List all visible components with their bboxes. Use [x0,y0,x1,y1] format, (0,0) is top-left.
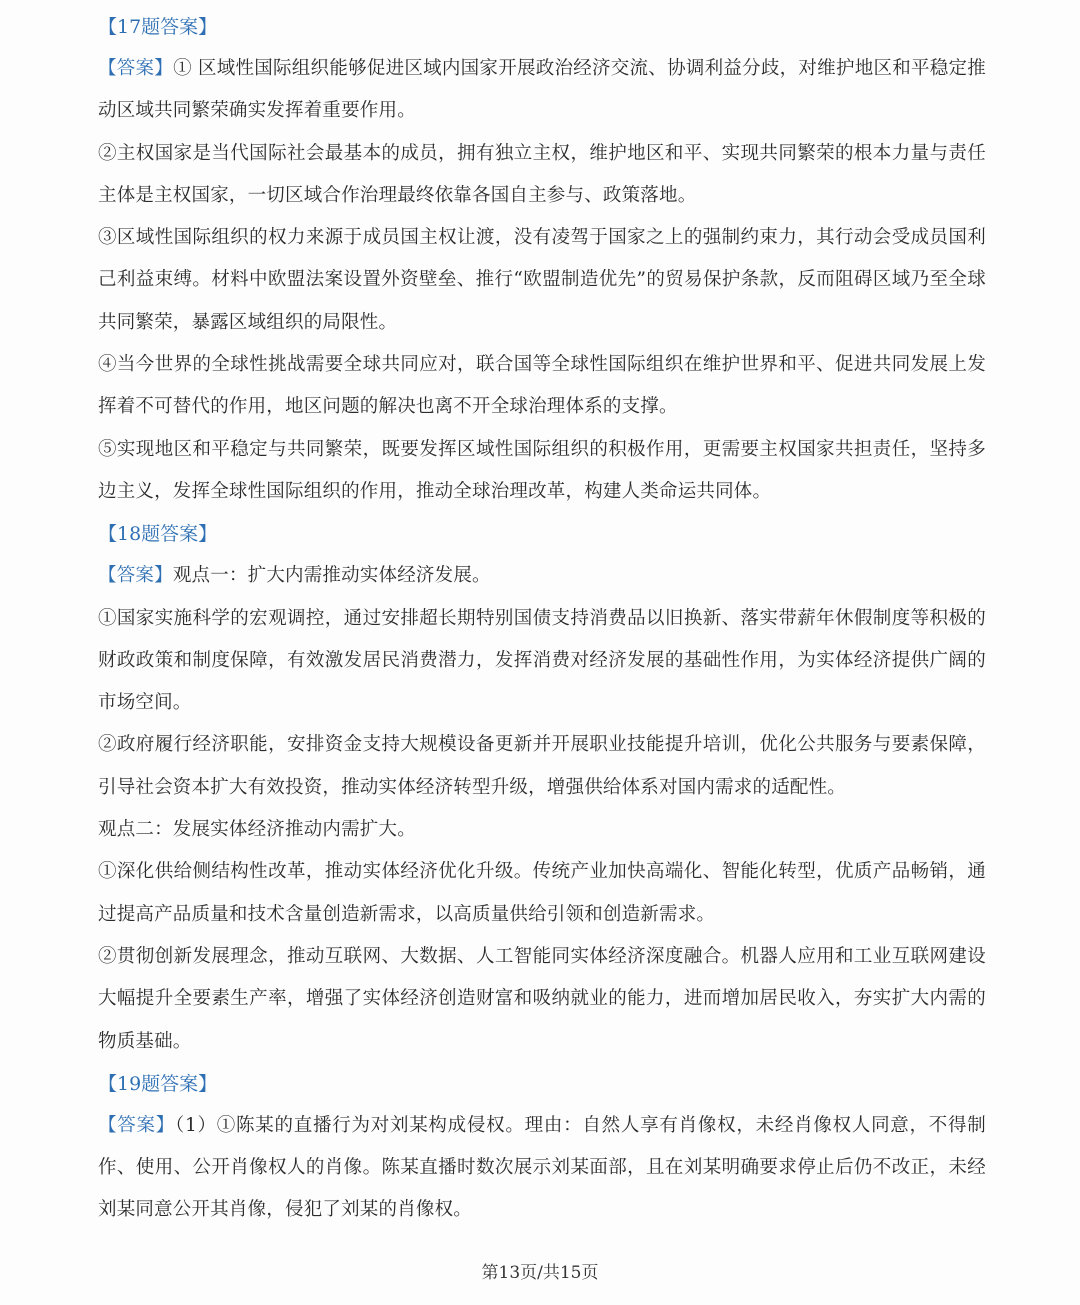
section-heading-19: 【19题答案】 [98,1072,218,1095]
paragraph-text: ①深化供给侧结构性改革，推动实体经济优化升级。传统产业加快高端化、智能化转型，优质产品畅销，通过提高产品质量和技术含量创造新需求，以高质量供给引领和创造新需求。 [98,861,986,925]
answer-tag: 【答案】 [98,1114,175,1136]
answer-paragraph [98,555,986,597]
answer-paragraph [98,851,986,936]
answer-paragraph [98,936,986,1063]
answer-paragraph [98,1105,986,1232]
section-heading-17: 【17题答案】 [98,16,218,38]
paragraph-text: ④当今世界的全球性挑战需要全球共同应对，联合国等全球性国际组织在维护世界和平、促进共同发展上发挥着不可替代的作用，地区问题的解决也离不开全球治理体系的支撑。 [98,354,986,418]
answer-paragraph [98,344,986,429]
answer-paragraph [98,133,986,218]
answer-paragraph [98,598,986,725]
paragraph-text: ⑤实现地区和平稳定与共同繁荣，既要发挥区域性国际组织的积极作用，更需要主权国家共担责任，坚持多边主义，发挥全球性国际组织的作用，推动全球治理改革，构建人类命运共同体。 [98,438,986,502]
paragraph-text: 观点一：扩大内需推动实体经济发展。 [172,565,491,587]
paragraph-text: （1）①陈某的直播行为对刘某构成侵权。理由：自然人享有肖像权，未经肖像权人同意，不得制作、使用、公开肖像权人的肖像。陈某直播时数次展示刘某面部，且在刘某明确要求停止后仍不改正，未经刘某同意公开其肖像，侵犯了刘某的肖像权。 [98,1114,986,1221]
paragraph-text: ②政府履行经济职能，安排资金支持大规模设备更新并开展职业技能提升培训，优化公共服务与要素保障，引导社会资本扩大有效投资，推动实体经济转型升级，增强供给体系对国内需求的适配性。 [98,734,986,798]
answer-tag: 【答案】 [98,58,174,79]
paragraph-text: 观点二：发展实体经济推动内需扩大。 [98,819,416,841]
answer-tag: 【答案】 [98,565,173,587]
answer-paragraph [98,48,986,133]
paragraph-text: ①国家实施科学的宏观调控，通过安排超长期特别国债支持消费品以旧换新、落实带薪年休假制度等积极的财政政策和制度保障，有效激发居民消费潜力，发挥消费对经济发展的基础性作用，为实体经济提供广阔的市场空间。 [98,607,986,714]
document-body [98,6,986,1232]
page-number: 第13页/共15页 [481,1263,599,1283]
answer-paragraph [98,724,986,809]
answer-paragraph [98,429,986,514]
section-heading-18: 【18题答案】 [98,523,218,546]
paragraph-text: ③区域性国际组织的权力来源于成员国主权让渡，没有凌驾于国家之上的强制约束力，其行动会受成员国利己利益束缚。材料中欧盟法案设置外资壁垒、推行“欧盟制造优先”的贸易保护条款，反而阻碍区域乃至全球共同繁荣，暴露区域组织的局限性。 [98,227,986,333]
paragraph-text: ②主权国家是当代国际社会最基本的成员，拥有独立主权，维护地区和平、实现共同繁荣的根本力量与责任主体是主权国家，一切区域合作治理最终依靠各国自主参与、政策落地。 [98,142,986,206]
answer-paragraph [98,217,986,344]
answer-paragraph [98,809,986,851]
paragraph-text: ① 区域性国际组织能够促进区域内国家开展政治经济交流、协调利益分歧，对维护地区和平稳定推动区域共同繁荣确实发挥着重要作用。 [98,58,986,122]
paragraph-text: ②贯彻创新发展理念，推动互联网、大数据、人工智能同实体经济深度融合。机器人应用和工业互联网建设大幅提升全要素生产率，增强了实体经济创造财富和吸纳就业的能力，进而增加居民收入，夯实扩大内需的物质基础。 [98,945,986,1052]
